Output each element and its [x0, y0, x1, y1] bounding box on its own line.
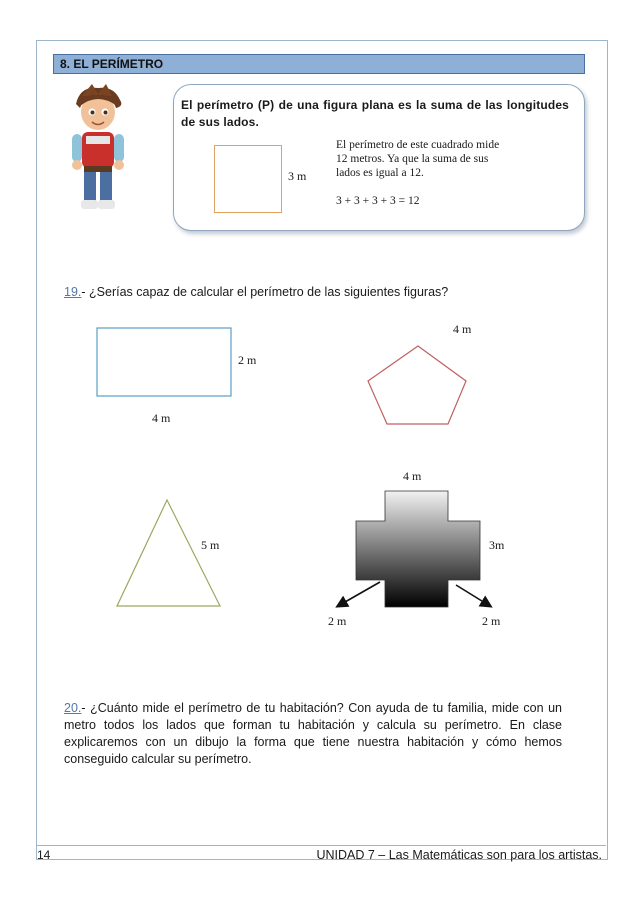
- cross-top-label: 4 m: [403, 469, 422, 483]
- rectangle-figure: [97, 328, 231, 396]
- explanation-line: 12 metros. Ya que la suma de sus: [336, 153, 489, 165]
- cross-right-label: 3m: [489, 538, 505, 552]
- rectangle-width-label: 4 m: [152, 411, 171, 425]
- pentagon-figure: [368, 346, 466, 424]
- question-19-text: - ¿Serías capaz de calcular el perímetro de las siguientes figuras?: [81, 285, 449, 299]
- cross-figure: [356, 491, 480, 607]
- cross-arrow-right: [456, 585, 490, 606]
- definition-text: El perímetro (P) de una figura plana es la suma de las longitudes de sus lados.: [181, 98, 569, 129]
- explanation-line: lados es igual a 12.: [336, 167, 424, 179]
- question-20-text: - ¿Cuánto mide el perímetro de tu habitación? Con ayuda de tu familia, mide con un metro todos los lados que forman tu habitación y calcula su perímetro. En clase explicaremos con un dibujo la forma que tiene nuestra habitación y cómo hemos conseguido calcular su perímetro.: [64, 701, 562, 766]
- explanation-line: El perímetro de este cuadrado mide: [336, 139, 500, 151]
- unit-title: UNIDAD 7 – Las Matemáticas son para los artistas.: [316, 848, 602, 862]
- explanation-line: 3 + 3 + 3 + 3 = 12: [336, 195, 420, 207]
- triangle-figure: [117, 500, 220, 606]
- page-number: 14: [37, 848, 51, 862]
- pentagon-side-label: 4 m: [453, 322, 472, 336]
- square-side-label: 3 m: [288, 169, 307, 183]
- cross-bottom-left-label: 2 m: [328, 614, 347, 628]
- question-20: [64, 700, 562, 768]
- triangle-side-label: 5 m: [201, 538, 220, 552]
- question-19-number: 19.: [64, 285, 82, 299]
- footer-rule: [36, 845, 606, 846]
- question-20-number: 20.: [64, 701, 82, 715]
- rectangle-height-label: 2 m: [238, 353, 257, 367]
- cross-arrow-left: [338, 582, 380, 606]
- section-title: 8. EL PERÍMETRO: [60, 57, 164, 71]
- cross-bottom-right-label: 2 m: [482, 614, 501, 628]
